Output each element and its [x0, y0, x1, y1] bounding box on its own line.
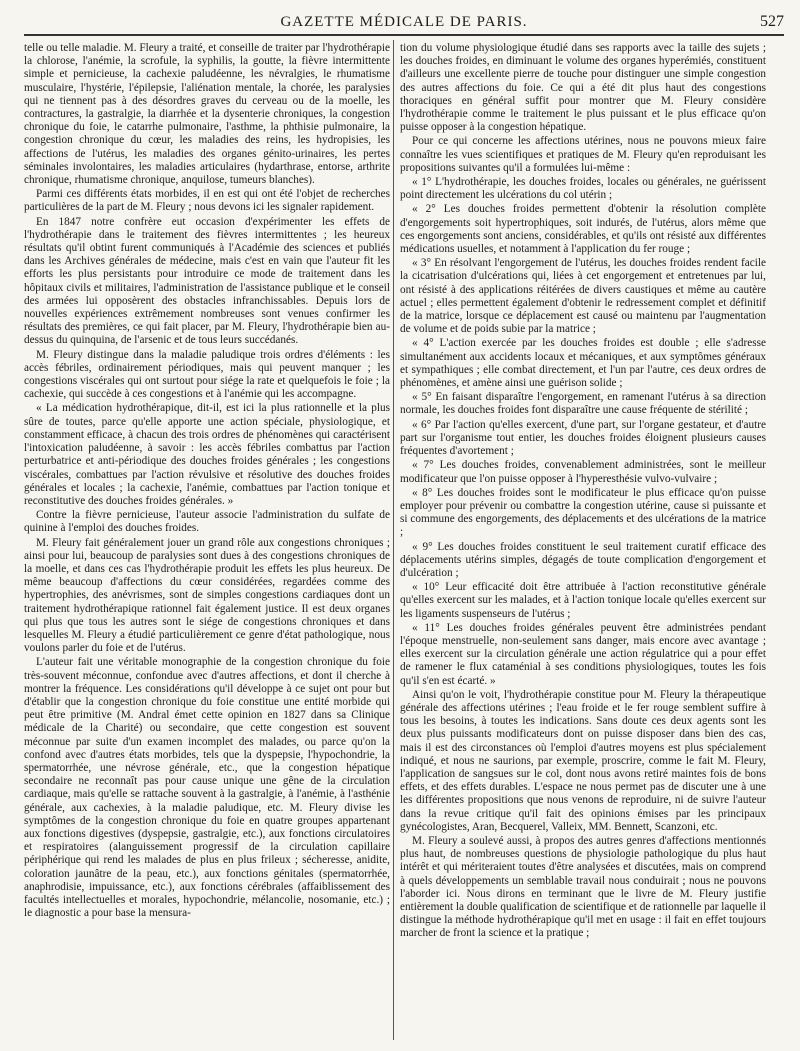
paragraph: M. Fleury a soulevé aussi, à propos des autres genres d'affections mentionnés plus haut, de nombreuses questions de physiologie pathologique du plus haut intérêt et qui mériteraient toutes d'être analysées et discutées, mais on comprend à quels développements un semblable travail nous conduirait ; nous ne pouvons l'aborder ici. Nous dirons en terminant que le livre de M. Fleury justifie entièrement la double qualification de scientifique et de rationnelle par laquelle il distingue la méthode hydrothérapique qu'il met en usage : il fait en effet toujours marcher de front la science et la pratique ; — [400, 834, 766, 940]
paragraph: Parmi ces différents états morbides, il en est qui ont été l'objet de recherches particulières de la part de M. Fleury ; nous devons ici les signaler rapidement. — [24, 188, 390, 214]
left-column — [24, 42, 390, 1042]
paragraph: L'auteur fait une véritable monographie de la congestion chronique du foie très-souvent méconnue, confondue avec d'autres affections, et dont il cherche à montrer la fréquence. Les considérations qu'il développe à ce sujet ont pour but d'établir que la congestion chronique du foie constitue une entité morbide qui peut être primitive (M. Andral émet cette opinion en 1827 dans sa Clinique médicale de la Charité) ou secondaire, que cette congestion est souvent méconnue par suite d'un examen incomplet des malades, ou parce qu'on la confond avec d'autres états morbides, tels que la dyspepsie, l'hypochondrie, la spermatorrhée, une névrose générale, etc., que la congestion hépatique secondaire ne reconnaît pas pour cause unique une gêne de la circulation cardiaque, mais qu'elle se rattache souvent à la gastralgie, à l'anémie, à l'asthénie générale, aux cachexies, à la maladie paludique, etc. M. Fleury divise les symptômes de la congestion chronique du foie en quatre groupes appartenant aux fonctions digestives (dyspepsie, gastralgie, etc.), aux fonctions circulatoires et respiratoires (alanguissement progressif de la circulation capillaire périphérique qui rend les malades de plus en plus frileux ; sécheresse, anidite, coloration jaunâtre de la peau, etc.), aux fonctions génitales (spermatorrhée, anaphrodisie, impuissance, etc.), aux fonctions cérébrales (affaiblissement des facultés intellectuelles et morales, hypochondrie, mélancolie, nosomanie, etc.) ; le diagnostic a pour base la mensura- — [24, 656, 390, 920]
paragraph: « 9° Les douches froides constituent le seul traitement curatif efficace des déplacements utérins simples, dégagés de toute complication d'engorgement et d'ulcération ; — [400, 540, 766, 579]
paragraph: Contre la fièvre pernicieuse, l'auteur associe l'administration du sulfate de quinine à l'emploi des douches froides. — [24, 509, 390, 535]
paragraph: M. Fleury fait généralement jouer un grand rôle aux congestions chroniques ; ainsi pour lui, beaucoup de paralysies sont dues à des congestions chroniques de la moelle, et dans ces cas l'hydrothérapie produit les effets les plus heureux. De même beaucoup d'affections du cœur considérées, regardées comme des hypertrophies, des anévrismes, sont de simples congestions cardiaques dont un traitement hydrothérapique rationnel fait également justice. Il est deux organes qui plus que tous les autres sont le siége de congestions chroniques et dans lesquelles M. Fleury a étudié particulièrement ce genre d'état pathologique, nous voulons parler du foie et de l'utérus. — [24, 536, 390, 655]
paragraph: « 2° Les douches froides permettent d'obtenir la résolution complète d'engorgements soit hypertrophiques, soit indurés, de l'utérus, alors même que ces engorgements sont anciens, considérables, et qu'ils ont résisté aux différentes médications usuelles, et notamment à l'application du fer rouge ; — [400, 203, 766, 256]
paragraph: « La médication hydrothérapique, dit-il, est ici la plus rationnelle et la plus sûre de toutes, parce qu'elle apporte une action spéciale, physiologique, et constamment efficace, à chacun des trois ordres de phénomènes qui caractérisent l'intoxication paludéenne, à savoir : les accès fébriles combattus par l'action perturbatrice et anti-périodique des douches froides générales ; les congestions viscérales, combattues par l'action révulsive et résolutive des douches froides générales et locales ; la cachexie, l'anémie, combattues par l'action tonique et reconstitutive des douches froides générales. » — [24, 402, 390, 507]
paragraph: telle ou telle maladie. M. Fleury a traité, et conseille de traiter par l'hydrothérapie la chlorose, l'anémie, la scrofule, la syphilis, la goutte, la fièvre intermittente simple et pernicieuse, la cachexie paludéenne, les névralgies, le rhumatisme musculaire, l'hystérie, l'épilepsie, l'aliénation mentale, la chorée, les paralysies qui ne tiennent pas à des désordres graves du cerveau ou de la moelle, les contractures, la gastralgie, la diarrhée et la dysenterie chroniques, la congestion chronique du foie, le catarrhe pulmonaire, l'asthme, la phthisie pulmonaire, la congestion chronique du cœur, les maladies des reins, les hydropisies, les affections de l'utérus, les maladies des organes génito-urinaires, les pertes séminales involontaires, les maladies articulaires (hydarthrase, entorse, arthrite chronique, rhumatisme chronique, anquilose, tumeurs blanches). — [24, 42, 390, 187]
paragraph: « 4° L'action exercée par les douches froides est double ; elle s'adresse simultanément aux accidents locaux et mécaniques, et aux symptômes généraux et sympathiques ; elle combat directement, et l'un par l'autre, ces deux ordres de phénomènes, et amène ainsi une guérison solide ; — [400, 337, 766, 390]
paragraph: « 6° Par l'action qu'elles exercent, d'une part, sur l'organe gestateur, et d'autre part sur l'organisme tout entier, les douches froides éloignent plusieurs causes fréquentes d'avortement ; — [400, 418, 766, 458]
page-header — [24, 12, 784, 36]
paragraph: En 1847 notre confrère eut occasion d'expérimenter les effets de l'hydrothérapie dans le traitement des fièvres intermittentes ; les heureux résultats qu'il obtint furent communiqués à l'Académie des sciences et publiés dans les Archives générales de médecine, mais c'est en vain que l'auteur fit les efforts les plus persistants pour introduire ce mode de traitement dans les hôpitaux civils et militaires, l'administration de l'assistance publique et le conseil des armées lui opposèrent des obstacles infranchissables. Depuis lors de nouvelles expériences extrêmement nombreuses sont venues confirmer les résultats des premières, ce qui fait placer, par M. Fleury, l'hydrothérapie bien au-dessus du quinquina, de l'arsenic et de tous leurs succédanés. — [24, 215, 390, 347]
paragraph: « 5° En faisant disparaître l'engorgement, en ramenant l'utérus à sa direction normale, les douches froides font disparaître une cause fréquente de stérilité ; — [400, 391, 766, 417]
paragraph: tion du volume physiologique étudié dans ses rapports avec la taille des sujets ; les douches froides, en diminuant le volume des organes hyperémiés, constituent d'ailleurs une excellente pierre de touche pour distinguer une simple congestion des autres affections du foie. Ce qui a été dit plus haut des congestions thoraciques en général suffit pour montrer que M. Fleury considère l'hydrothérapie comme le traitement le plus puissant et le plus efficace qu'on puisse opposer à la congestion hépatique. — [400, 42, 766, 134]
paragraph: M. Fleury distingue dans la maladie paludique trois ordres d'éléments : les accès fébriles, ordinairement périodiques, mais qui peuvent manquer ; les congestions viscérales qui ont surtout pour siége la rate et quelquefois le foie ; la cachexie, qui succède à ces congestions et à l'anémie qui les accompagne. — [24, 348, 390, 401]
paragraph: Ainsi qu'on le voit, l'hydrothérapie constitue pour M. Fleury la thérapeutique générale des affections utérines ; l'eau froide et le fer rouge semblent suffire à tous les besoins, à toutes les indications. Sans doute ces deux agents sont les deux plus puissants modificateurs dont on puisse disposer dans bien des cas, mais il est des circonstances où l'emploi d'autres moyens est plus spécialement indiqué, et nous ne saurions, par exemple, proscrire, comme le fait M. Fleury, l'application de sangsues sur le col, dont nous avons retiré maintes fois de bons effets, et des effets durables. L'espace ne nous permet pas de discuter une à une les différentes propositions que nous venons de reproduire, ni de suivre l'auteur dans la revue critique qu'il fait des opinions émises par les principaux gynécologistes, Aran, Becquerel, Valleix, MM. Bennett, Scanzoni, etc. — [400, 688, 766, 833]
column-divider — [393, 40, 394, 1040]
paragraph: « 10° Leur efficacité doit être attribuée à l'action reconstitutive générale qu'elles exercent sur les malades, et à l'action tonique locale qu'elles exercent sur les ligaments suspenseurs de l'utérus ; — [400, 581, 766, 620]
paragraph: « 7° Les douches froides, convenablement administrées, sont le meilleur modificateur que l'on puisse opposer à l'hyperesthésie vulvo-vulvaire ; — [400, 459, 766, 485]
paragraph: « 1° L'hydrothérapie, les douches froides, locales ou générales, ne guérissent point directement les ulcérations du col utérin ; — [400, 176, 766, 202]
right-column — [400, 42, 766, 1042]
paragraph: « 8° Les douches froides sont le modificateur le plus efficace qu'on puisse employer pour prévenir ou combattre la congestion utérine, cause si puissante et si commune des engorgements, des déplacements et des ulcérations de la matrice ; — [400, 486, 766, 539]
paragraph: « 11° Les douches froides générales peuvent être administrées pendant l'époque menstruelle, non-seulement sans danger, mais encore avec avantage ; elles exercent sur la circulation générale une action régulatrice qui a pour effet de ramener le flux cataménial à ses conditions physiologiques, toutes les fois qu'il s'en est écarté. » — [400, 621, 766, 687]
paragraph: « 3° En résolvant l'engorgement de l'utérus, les douches froides rendent facile la cicatrisation d'ulcérations qui, liées à cet engorgement et entretenues par lui, ont résisté à des applications réitérées de divers caustiques et même au cautère actuel ; elles permettent également d'obtenir le redressement complet et définitif de la matrice, lorsque ce déplacement est causé ou maintenu par l'augmentation de volume et de poids subie par la matrice ; — [400, 257, 766, 336]
paragraph: Pour ce qui concerne les affections utérines, nous ne pouvons mieux faire connaître les vues scientifiques et pratiques de M. Fleury qu'en reproduisant les propositions suivantes qu'il a formulées lui-même : — [400, 135, 766, 174]
journal-title: GAZETTE MÉDICALE DE PARIS. — [280, 14, 528, 30]
page-number: 527 — [760, 13, 784, 30]
